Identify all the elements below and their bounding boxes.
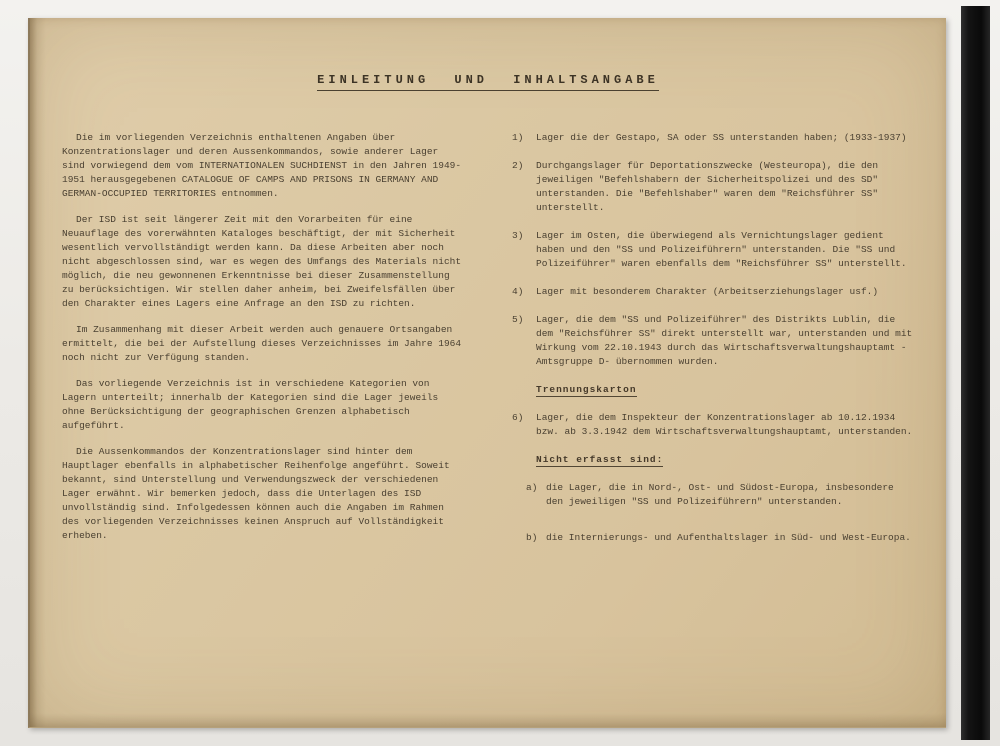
- paragraph: Die im vorliegenden Verzeichnis enthaltenen Angaben über Konzentrationslager und deren Aussenkommandos, sowie anderer Lager sind vorwiegend dem vom INTERNATIONALEN SUCHDIENST in den Jahren 1949-1951 herausgegebenen CATALOGUE OF CAMPS AND PRISONS IN GERMANY AND GERMAN-OCCUPIED TERRITORIES entnommen.: [62, 132, 462, 199]
- sub-list-item: [526, 531, 916, 545]
- item-number: 6): [512, 412, 524, 423]
- page-title: EINLEITUNG UND INHALTSANGABE: [317, 73, 659, 91]
- list-item: [512, 131, 916, 145]
- item-number: 3): [512, 230, 524, 241]
- item-text: Lager mit besonderem Charakter (Arbeitserziehungslager usf.): [536, 286, 879, 297]
- left-column: [62, 131, 462, 559]
- list-item: [512, 285, 916, 299]
- item-text: Lager, die dem "SS und Polizeiführer" des Distrikts Lublin, die dem "Reichsführer SS" direkt unterstellt war, unterstanden und mit Wirkung vom 22.10.1943 durch das Wirtschaftsverwaltungshauptamt -Amtsgruppe D- übernommen wurden.: [536, 314, 913, 367]
- item-text: Lager im Osten, die überwiegend als Vernichtungslager gedient haben und den "SS und Polizeiführern" unterstanden. Die "SS und Polizeiführer" waren ebenfalls dem "Reichsführer SS" unterstellt.: [536, 230, 907, 269]
- nicht-erfasst-heading-text: Nicht erfasst sind:: [536, 454, 664, 465]
- list-item: [512, 159, 916, 215]
- item-text: Lager die der Gestapo, SA oder SS unterstanden haben; (1933-1937): [536, 132, 907, 143]
- right-column: [512, 131, 916, 559]
- item-number: 5): [512, 314, 524, 325]
- item-text: Lager, die dem Inspekteur der Konzentrationslager ab 10.12.1934 bzw. ab 3.3.1942 dem Wirtschaftsverwaltungshauptamt, unterstanden.: [536, 412, 913, 437]
- list-item: [512, 229, 916, 271]
- paragraph: Die Aussenkommandos der Konzentrationslager sind hinter dem Hauptlager ebenfalls in alphabetischer Reihenfolge angeführt. Soweit bekannt, sind Unterstellung und Verwendungszweck der verschiedenen Lager erwähnt. Wir bemerken jedoch, dass die Unterlagen des ISD unvollständig sind. Infolgedessen können auch die Angaben im Rahmen des vorliegenden Verzeichnisses keinen Anspruch auf Vollständigkeit erheben.: [62, 446, 450, 541]
- trennungskarton-heading: [536, 383, 916, 397]
- list-item: [512, 313, 916, 369]
- scanner-edge-strip: [961, 6, 990, 740]
- item-number: 4): [512, 286, 524, 297]
- title-row: [30, 18, 946, 91]
- item-text: die Lager, die in Nord-, Ost- und Südost-Europa, insbesondere den jeweiligen "SS und Polizeiführern" unterstanden.: [546, 482, 894, 507]
- item-text: die Internierungs- und Aufenthaltslager in Süd- und West-Europa.: [546, 532, 911, 543]
- item-number: b): [526, 532, 538, 543]
- item-number: 2): [512, 160, 524, 171]
- item-number: 1): [512, 132, 524, 143]
- paragraph: Das vorliegende Verzeichnis ist in verschiedene Kategorien von Lagern unterteilt; innerhalb der Kategorien sind die Lager jeweils ohne Berücksichtigung der geographischen Grenzen alphabetisch aufgeführt.: [62, 378, 439, 431]
- nicht-erfasst-heading: [536, 453, 916, 467]
- item-text: Durchgangslager für Deportationszwecke (Westeuropa), die den jeweiligen "Befehlshabern der Sicherheitspolizei und des SD" unterstanden. Die "Befehlshaber" waren dem "Reichsführer SS" unterstellt.: [536, 160, 879, 213]
- trennungskarton-heading-text: Trennungskarton: [536, 384, 637, 395]
- content-columns: [30, 91, 946, 559]
- paragraph: Der ISD ist seit längerer Zeit mit den Vorarbeiten für eine Neuauflage des vorerwähnten Kataloges beschäftigt, der mit Sicherheit wesentlich vervollständigt werden kann. Da diese Arbeiten aber noch nicht abgeschlossen sind, war es wegen des Umfangs des Materials nicht möglich, die neu gewonnenen Erkenntnisse bei dieser Zusammenstellung zu berücksichtigen. Wir stellen daher anheim, bei Zweifelsfällen über den Charakter eines Lagers eine Anfrage an den ISD zu richten.: [62, 214, 462, 309]
- sub-list-item: [526, 481, 916, 509]
- item-number: a): [526, 482, 538, 493]
- list-item: [512, 411, 916, 439]
- paragraph: Im Zusammenhang mit dieser Arbeit werden auch genauere Ortsangaben ermittelt, die bei der Aufstellung dieses Verzeichnisses im Jahre 1964 noch nicht zur Verfügung standen.: [62, 324, 462, 363]
- document-page: [28, 18, 946, 728]
